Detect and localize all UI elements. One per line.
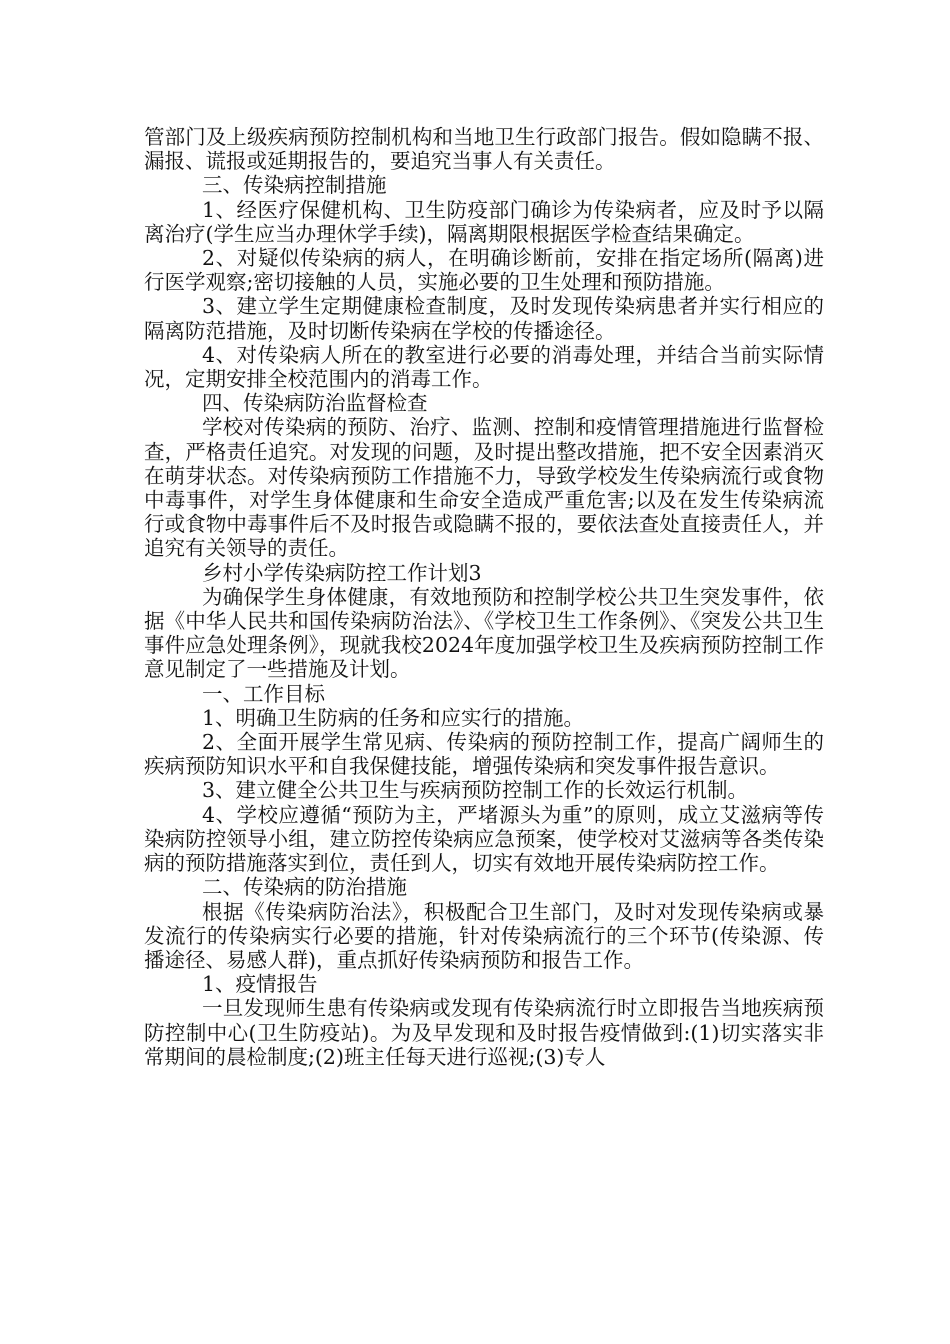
paragraph: 根据《传染病防治法》，积极配合卫生部门，及时对发现传染病或暴发流行的传染病实行必要的措施，针对传染病流行的三个环节(传染源、传播途径、易感人群)，重点抓好传染病预防和报告工作。: [144, 899, 824, 972]
paragraph: 3、建立学生定期健康检查制度，及时发现传染病患者并实行相应的隔离防范措施，及时切断传染病在学校的传播途径。: [144, 294, 824, 343]
subsection-heading: 1、疫情报告: [202, 972, 318, 997]
paragraph: 管部门及上级疾病预防控制机构和当地卫生行政部门报告。假如隐瞒不报、漏报、谎报或延期报告的，要追究当事人有关责任。: [144, 125, 824, 174]
section-heading: 一、工作目标: [202, 681, 325, 706]
section-heading: 二、传染病的防治措施: [202, 875, 407, 900]
paragraph: 1、经医疗保健机构、卫生防疫部门确诊为传染病者，应及时予以隔离治疗(学生应当办理休学手续)，隔离期限根据医学检查结果确定。: [144, 197, 824, 246]
paragraph: 学校对传染病的预防、治疗、监测、控制和疫情管理措施进行监督检查，严格责任追究。对发现的问题，及时提出整改措施，把不安全因素消灭在萌芽状态。对传染病预防工作措施不力，导致学校发生传染病流行或食物中毒事件，对学生身体健康和生命安全造成严重危害;以及在发生传染病流行或食物中毒事件后不及时报告或隐瞒不报的，要依法查处直接责任人，并追究有关领导的责任。: [144, 415, 824, 561]
document-title: 乡村小学传染病防控工作计划3: [202, 560, 482, 585]
document-body: [144, 125, 824, 1069]
paragraph: 一旦发现师生患有传染病或发现有传染病流行时立即报告当地疾病预防控制中心(卫生防疫站)。为及早发现和及时报告疫情做到:(1)切实落实非常期间的晨检制度;(2)班主任每天进行巡视;(3)专人: [144, 996, 824, 1069]
section-heading: 三、传染病控制措施: [202, 173, 387, 198]
paragraph: 1、明确卫生防病的任务和应实行的措施。: [202, 705, 585, 730]
paragraph: 为确保学生身体健康，有效地预防和控制学校公共卫生突发事件，依据《中华人民共和国传染病防治法》、《学校卫生工作条例》、《突发公共卫生事件应急处理条例》，现就我校2024年度加强学校卫生及疾病预防控制工作意见制定了一些措施及计划。: [144, 584, 824, 682]
paragraph: 2、对疑似传染病的病人，在明确诊断前，安排在指定场所(隔离)进行医学观察;密切接触的人员，实施必要的卫生处理和预防措施。: [144, 246, 824, 295]
paragraph: 3、建立健全公共卫生与疾病预防控制工作的长效运行机制。: [202, 778, 749, 803]
paragraph: 4、学校应遵循“预防为主，严堵源头为重”的原则，成立艾滋病等传染病防控领导小组，建立防控传染病应急预案，使学校对艾滋病等各类传染病的预防措施落实到位，责任到人，切实有效地开展传染病防控工作。: [144, 802, 824, 876]
section-heading: 四、传染病防治监督检查: [202, 391, 428, 416]
paragraph: 4、对传染病人所在的教室进行必要的消毒处理，并结合当前实际情况，定期安排全校范围内的消毒工作。: [144, 342, 824, 392]
paragraph: 2、全面开展学生常见病、传染病的预防控制工作，提高广阔师生的疾病预防知识水平和自我保健技能，增强传染病和突发事件报告意识。: [144, 730, 824, 779]
